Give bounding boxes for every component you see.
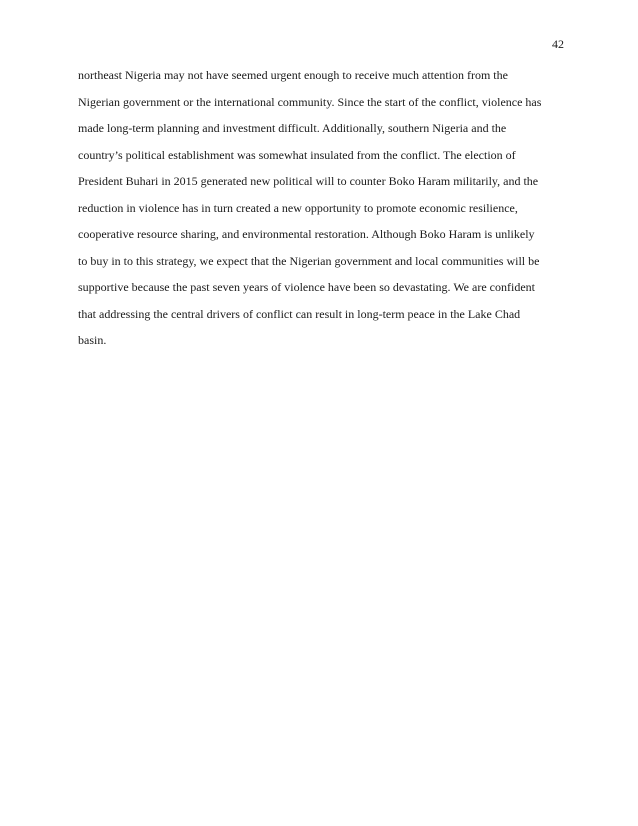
paragraph-line: reduction in violence has in turn created a new opportunity to promote economic resilience,	[78, 200, 518, 215]
paragraph-line: that addressing the central drivers of conflict can result in long-term peace in the Lake Chad	[78, 306, 521, 321]
paragraph-line: cooperative resource sharing, and environmental restoration. Although Boko Haram is unlikely	[78, 227, 535, 241]
paragraph-line: to buy in to this strategy, we expect that the Nigerian government and local communities will be	[78, 253, 540, 268]
body-paragraph	[78, 62, 560, 354]
paragraph-line: supportive because the past seven years of violence have been so devastating. We are confident	[78, 280, 535, 294]
paragraph-line: country’s political establishment was somewhat insulated from the conflict. The election of	[78, 147, 516, 162]
paragraph-line: made long-term planning and investment difficult. Additionally, southern Nigeria and the	[78, 121, 507, 135]
page-number: 42	[552, 37, 564, 51]
paragraph-line: northeast Nigeria may not have seemed urgent enough to receive much attention from the	[78, 68, 508, 82]
paragraph-line: President Buhari in 2015 generated new political will to counter Boko Haram militarily, and the	[78, 174, 539, 188]
paragraph-line: basin.	[78, 333, 107, 347]
paragraph-line: Nigerian government or the international community. Since the start of the conflict, violence has	[78, 94, 542, 109]
